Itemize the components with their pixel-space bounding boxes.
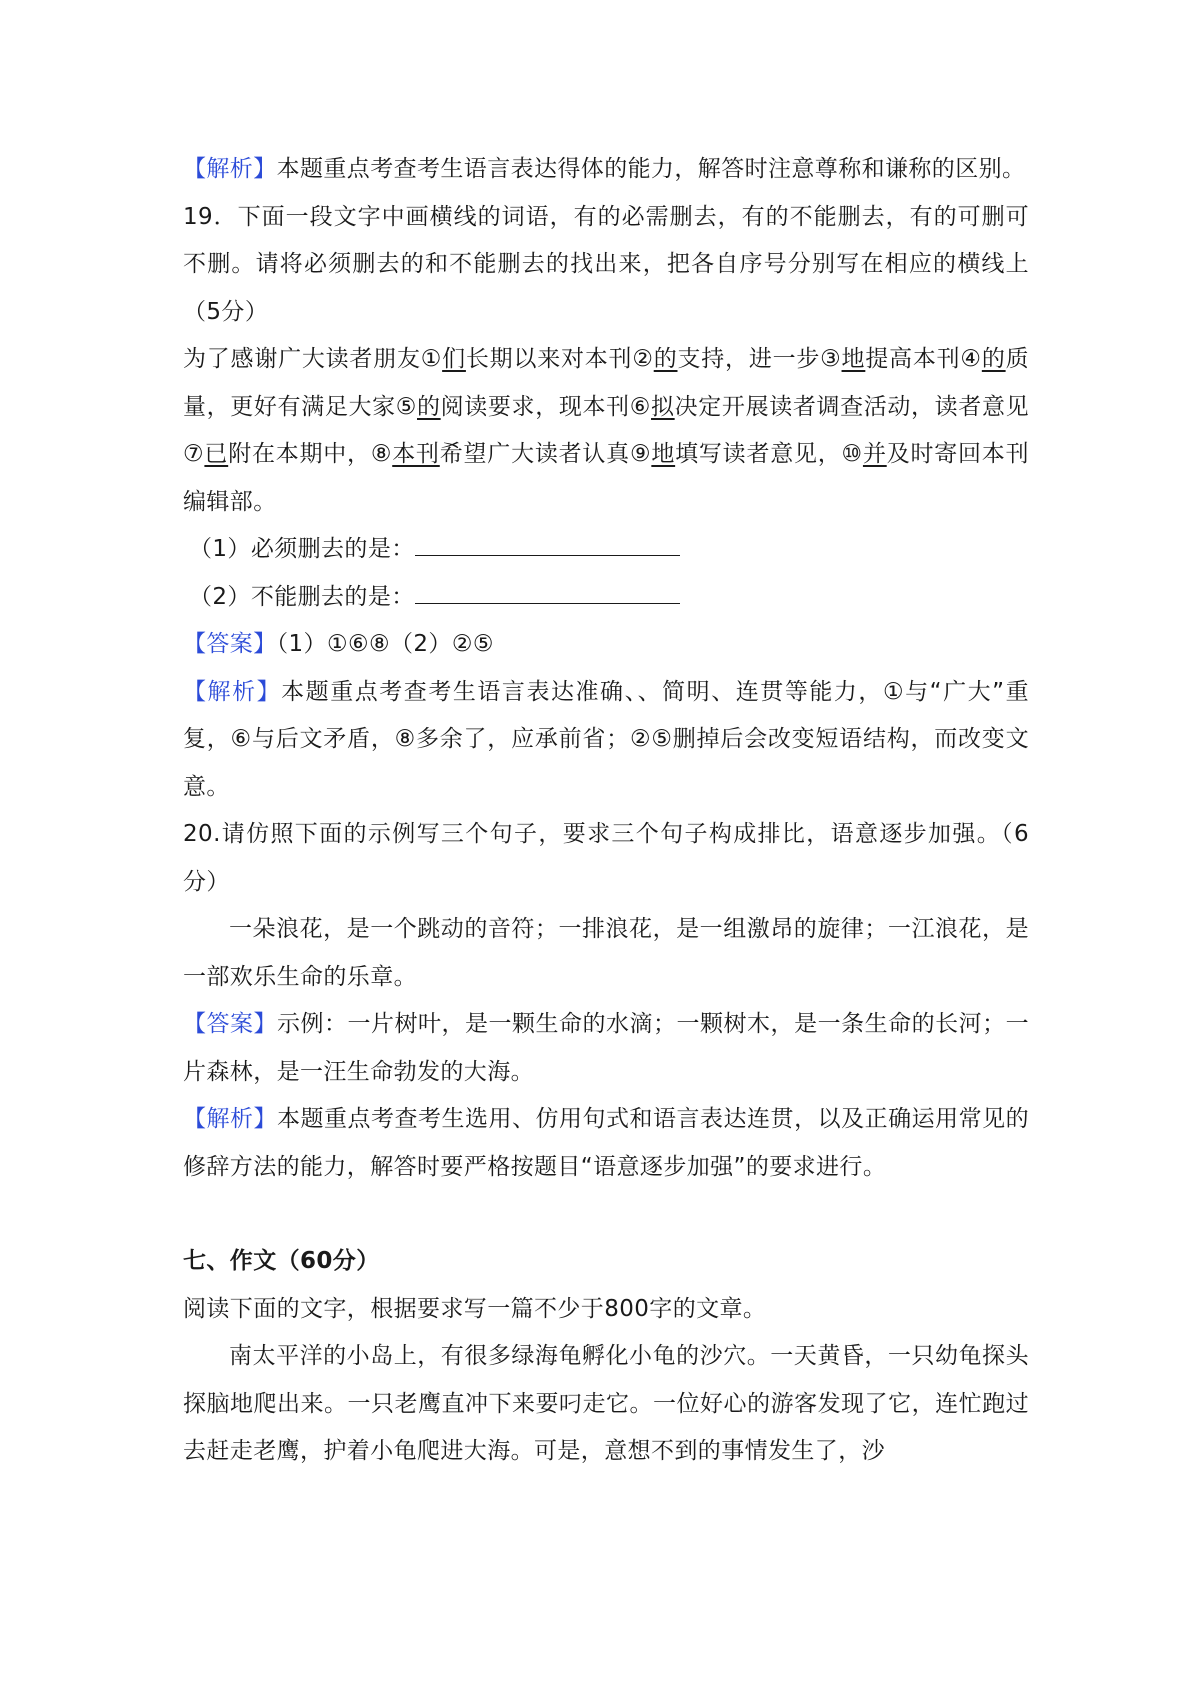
analysis-tag: 【解析】 [183, 1106, 278, 1132]
answer-text: （1）①⑥⑧（2）②⑤ [276, 631, 494, 657]
analysis-text: 本题重点考查考生选用、仿用句式和语言表达连贯，以及正确运用常见的修辞方法的能力，解答时要严格按题目“语意逐步加强”的要求进行。 [183, 1106, 1029, 1180]
q20-example: 一朵浪花，是一个跳动的音符；一排浪花，是一组激昂的旋律；一江浪花，是一部欢乐生命的乐章。 [183, 916, 1029, 990]
passage-text: 阅读要求，现本刊⑥ [440, 393, 652, 420]
passage-text: 支持，进一步③ [677, 346, 842, 372]
passage-text: 长期以来对本刊② [465, 346, 654, 372]
analysis-tag: 【解析】 [183, 156, 277, 182]
q19-passage [183, 336, 1029, 526]
answer-blank-2[interactable] [415, 577, 680, 604]
passage-text: 及时寄回本刊编辑部。 [183, 441, 1029, 515]
underlined-word: 地 [841, 346, 866, 372]
passage-text: 附在本期中，⑧ [228, 441, 393, 467]
underlined-word: 地 [651, 441, 676, 467]
q19-item-2 [183, 574, 1029, 622]
underlined-word: 拟 [651, 393, 675, 420]
item-label: （1）必须删去的是： [189, 536, 415, 562]
essay-story: 南太平洋的小岛上，有很多绿海龟孵化小龟的沙穴。一天黄昏，一只幼龟探头探脑地爬出来。一只老鹰直冲下来要叼走它。一位好心的游客发现了它，连忙跑过去赶走老鹰，护着小龟爬进大海。可是，意想不到的事情发生了，沙 [183, 1343, 1029, 1464]
answer-tag: 【答案】 [183, 631, 277, 657]
q19-item-1 [183, 526, 1029, 574]
analysis-text: 本题重点考查考生语言表达得体的能力，解答时注意尊称和谦称的区别。 [276, 156, 1026, 182]
passage-text: 提高本刊④ [865, 346, 982, 372]
q20-stem: 20.请仿照下面的示例写三个句子，要求三个句子构成排比，语意逐步加强。（6分） [183, 821, 1029, 895]
q19-stem: 19．下面一段文字中画横线的词语，有的必需删去，有的不能删去，有的可删可不删。请将必须删去的和不能删去的找出来，把各自序号分别写在相应的横线上（5分） [183, 203, 1029, 325]
underlined-word: 的 [981, 346, 1006, 372]
q19-analysis [183, 669, 1029, 812]
q18-analysis [183, 146, 1029, 194]
underlined-word: 的 [417, 393, 441, 420]
q20-analysis [183, 1096, 1029, 1191]
answer-tag: 【答案】 [183, 1011, 278, 1037]
section-heading: 七、作文（60分） [183, 1248, 380, 1274]
passage-text: 为了感谢广大读者朋友① [183, 346, 443, 372]
document-page [183, 146, 1029, 1476]
passage-text: 决定开展读者调查活动，读者意见⑦ [183, 393, 1029, 467]
q19-answer [183, 621, 1029, 669]
underlined-word: 已 [204, 441, 229, 467]
underlined-word: 并 [862, 441, 887, 467]
passage-text: 填写读者意见，⑩ [675, 441, 863, 467]
q20-answer [183, 1001, 1029, 1096]
underlined-word: 本刊 [392, 441, 440, 467]
answer-blank-1[interactable] [415, 529, 680, 556]
underlined-word: 们 [442, 346, 466, 372]
item-label: （2）不能删去的是： [189, 583, 415, 610]
analysis-text: 本题重点考查考生语言表达准确、、简明、连贯等能力，①与“广大”重复，⑥与后文矛盾，⑧多余了，应承前省；②⑤删掉后会改变短语结构，而改变文意。 [183, 678, 1029, 800]
underlined-word: 的 [653, 346, 678, 372]
essay-instruction: 阅读下面的文字，根据要求写一篇不少于800字的文章。 [183, 1295, 767, 1322]
passage-text: 希望广大读者认真⑨ [439, 441, 652, 467]
answer-text: 示例：一片树叶，是一颗生命的水滴；一颗树木，是一条生命的长河；一片森林，是一汪生命勃发的大海。 [183, 1011, 1029, 1085]
analysis-tag: 【解析】 [183, 678, 282, 705]
passage-text: 质量，更好有满足大家⑤ [183, 346, 1030, 420]
section-spacer [183, 1191, 1029, 1238]
